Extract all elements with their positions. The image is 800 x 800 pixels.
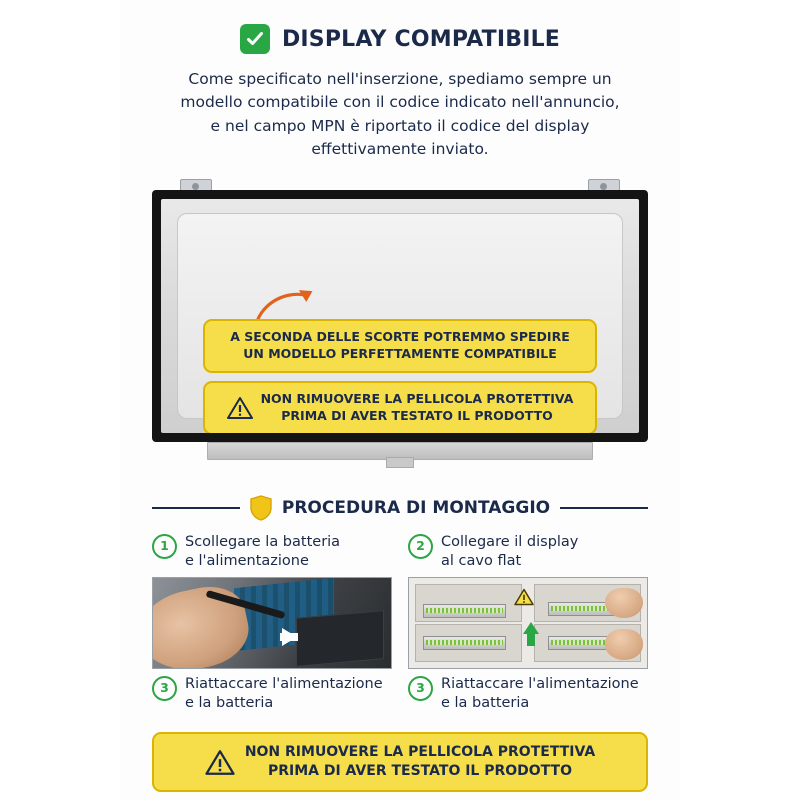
display-panel-illustration [152, 179, 648, 479]
step-1-number: 1 [152, 534, 177, 559]
lcd-panel [152, 190, 648, 442]
step-1-text [185, 533, 340, 571]
warning-triangle-icon-bottom [205, 749, 235, 776]
procedure-header [152, 495, 648, 521]
flat-connector-a [423, 604, 506, 618]
green-arrow-icon [523, 622, 539, 634]
banner-line-2: PRIMA DI AVER TESTATO IL PRODOTTO [267, 763, 573, 780]
content-card [120, 0, 680, 800]
header [120, 0, 680, 54]
intro-line-4: effettivamente inviato. [311, 139, 489, 158]
step-3-line-1-right: Riattaccare l'alimentazione [441, 675, 639, 692]
connector-contacts-a [426, 608, 503, 613]
step-1-photo [152, 577, 392, 669]
step-2-number: 2 [408, 534, 433, 559]
callout-film-line-1: NON RIMUOVERE LA PELLICOLA PROTETTIVA [260, 391, 574, 406]
mini-warning-triangle-icon [514, 588, 534, 606]
bottom-warning-banner [152, 732, 648, 792]
callout-stock-compatibility [203, 319, 597, 373]
step-2-label [408, 533, 648, 571]
divider-right [560, 507, 648, 509]
connector-contacts-b [426, 640, 503, 645]
intro-line-3: e nel campo MPN è riportato il codice del display [210, 116, 590, 135]
step-1-line-2: e l'alimentazione [185, 552, 309, 569]
intro-line-2: modello compatibile con il codice indicato nell'annuncio, [180, 93, 620, 112]
banner-text [245, 743, 595, 781]
step-3-line-2: e la batteria [185, 694, 274, 711]
procedure-title: PROCEDURA DI MONTAGGIO [281, 498, 551, 518]
step-2-photo [408, 577, 648, 669]
step-3-line-1: Riattaccare l'alimentazione [185, 675, 383, 692]
step-3-text-right [441, 675, 639, 713]
step-3-line-2-right: e la batteria [441, 694, 530, 711]
step-2-text [441, 533, 578, 571]
page-title: DISPLAY COMPATIBILE [281, 26, 561, 52]
lcd-panel-surface [161, 199, 639, 433]
banner-line-1: NON RIMUOVERE LA PELLICOLA PROTETTIVA [244, 744, 596, 761]
warning-triangle-icon [227, 396, 253, 420]
intro-paragraph [146, 68, 654, 161]
flat-connector-b [423, 636, 506, 650]
callout-protective-film [203, 381, 597, 433]
callout-film-line-2: PRIMA DI AVER TESTATO IL PRODOTTO [281, 407, 553, 423]
callout-stock-line-2: UN MODELLO PERFETTAMENTE COMPATIBILE [243, 345, 557, 361]
divider-left [152, 507, 240, 509]
step-3-number-right: 3 [408, 676, 433, 701]
white-arrow-icon [282, 628, 297, 646]
check-badge-icon [240, 24, 270, 54]
panel-bottom-notch [386, 457, 414, 468]
finger-bottom [605, 629, 643, 660]
shield-icon [250, 495, 272, 521]
step-3-label [152, 675, 392, 713]
step-2-line-2: al cavo flat [441, 552, 522, 569]
step-1-label [152, 533, 392, 571]
step-2-line-1: Collegare il display [441, 534, 579, 550]
battery-block [296, 610, 384, 666]
callout-film-text [261, 391, 574, 425]
procedure-steps [152, 533, 648, 712]
step-3-text [185, 675, 383, 713]
step-3-label-right [408, 675, 648, 713]
step-1-line-1: Scollegare la batteria [185, 534, 341, 550]
intro-line-1: Come specificato nell'inserzione, spediamo sempre un [188, 70, 612, 88]
callout-stock-line-1: A SECONDA DELLE SCORTE POTREMMO SPEDIRE [230, 329, 570, 344]
step-3-number: 3 [152, 676, 177, 701]
